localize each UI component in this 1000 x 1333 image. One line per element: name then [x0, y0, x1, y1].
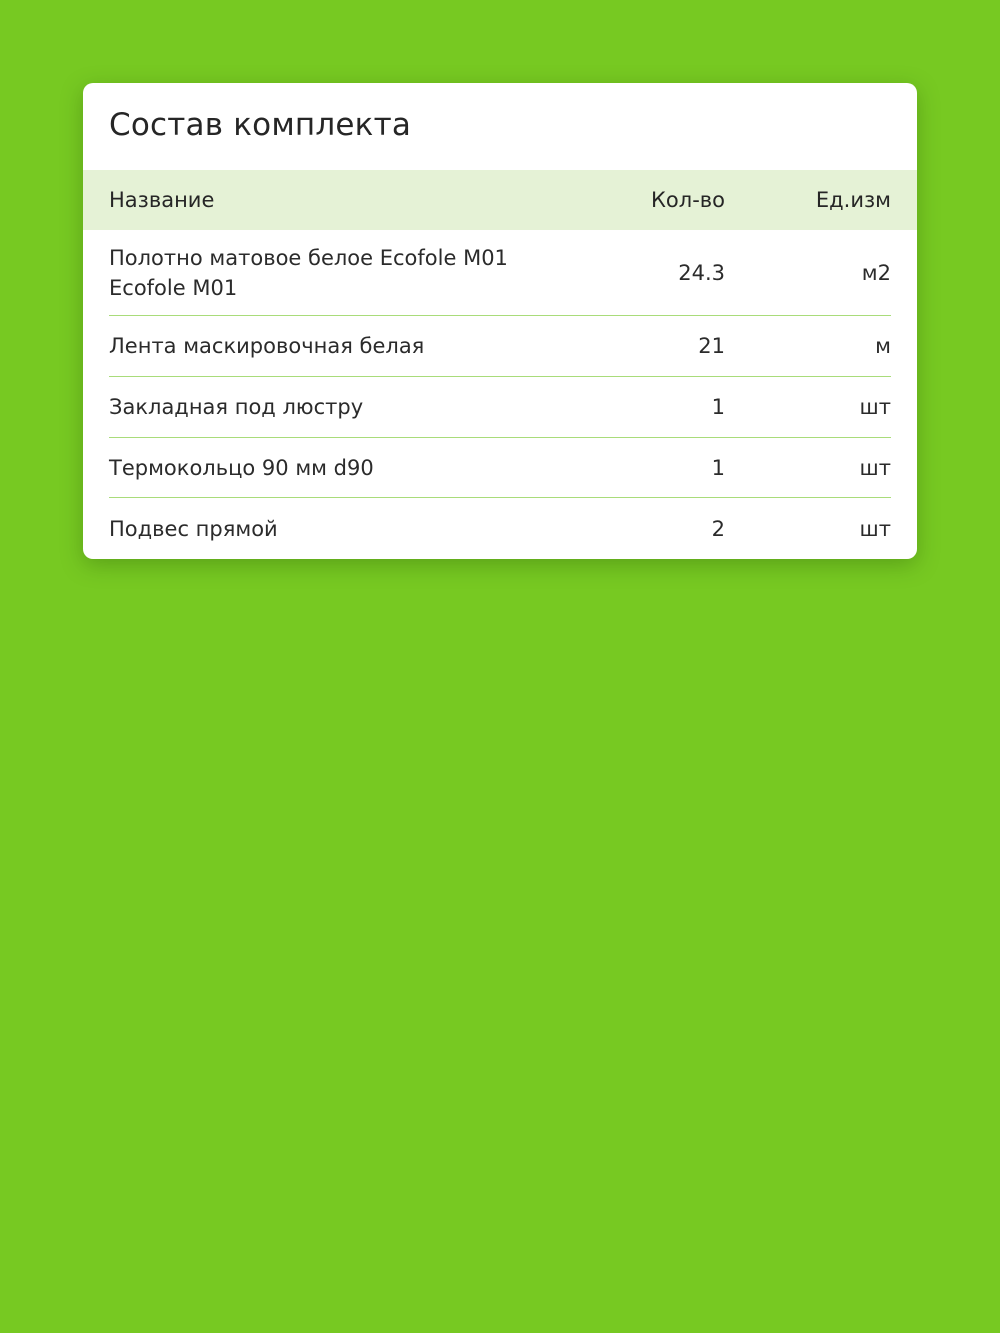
row-item-name: Полотно матовое белое Ecofole M01 Ecofole M01 [109, 245, 508, 300]
row-item-qty: 2 [711, 516, 725, 541]
column-header-name: Название [109, 188, 215, 212]
table-row [109, 438, 891, 498]
column-header-unit: Ед.изм [815, 188, 891, 212]
row-item-name: Закладная под люстру [109, 395, 364, 419]
row-item-qty: 24.3 [678, 260, 725, 285]
card-title: Состав комплекта [109, 107, 412, 143]
row-item-qty: 21 [698, 334, 725, 358]
row-item-qty: 1 [711, 455, 725, 480]
row-item-name: Лента маскировочная белая [109, 334, 425, 358]
kit-composition-card [83, 83, 917, 559]
column-header-qty: Кол-во [651, 188, 725, 212]
table-header [83, 170, 917, 230]
table-row [109, 498, 891, 559]
row-item-unit: м2 [861, 260, 891, 285]
row-item-qty: 1 [711, 395, 725, 419]
row-item-unit: шт [859, 455, 891, 480]
table-row [109, 230, 891, 316]
row-item-name: Термокольцо 90 мм d90 [109, 455, 374, 480]
row-item-name: Подвес прямой [109, 516, 278, 541]
table-row [109, 377, 891, 438]
row-item-unit: шт [859, 516, 891, 541]
table-row [109, 316, 891, 377]
row-item-unit: шт [859, 395, 891, 419]
row-item-unit: м [875, 334, 891, 358]
